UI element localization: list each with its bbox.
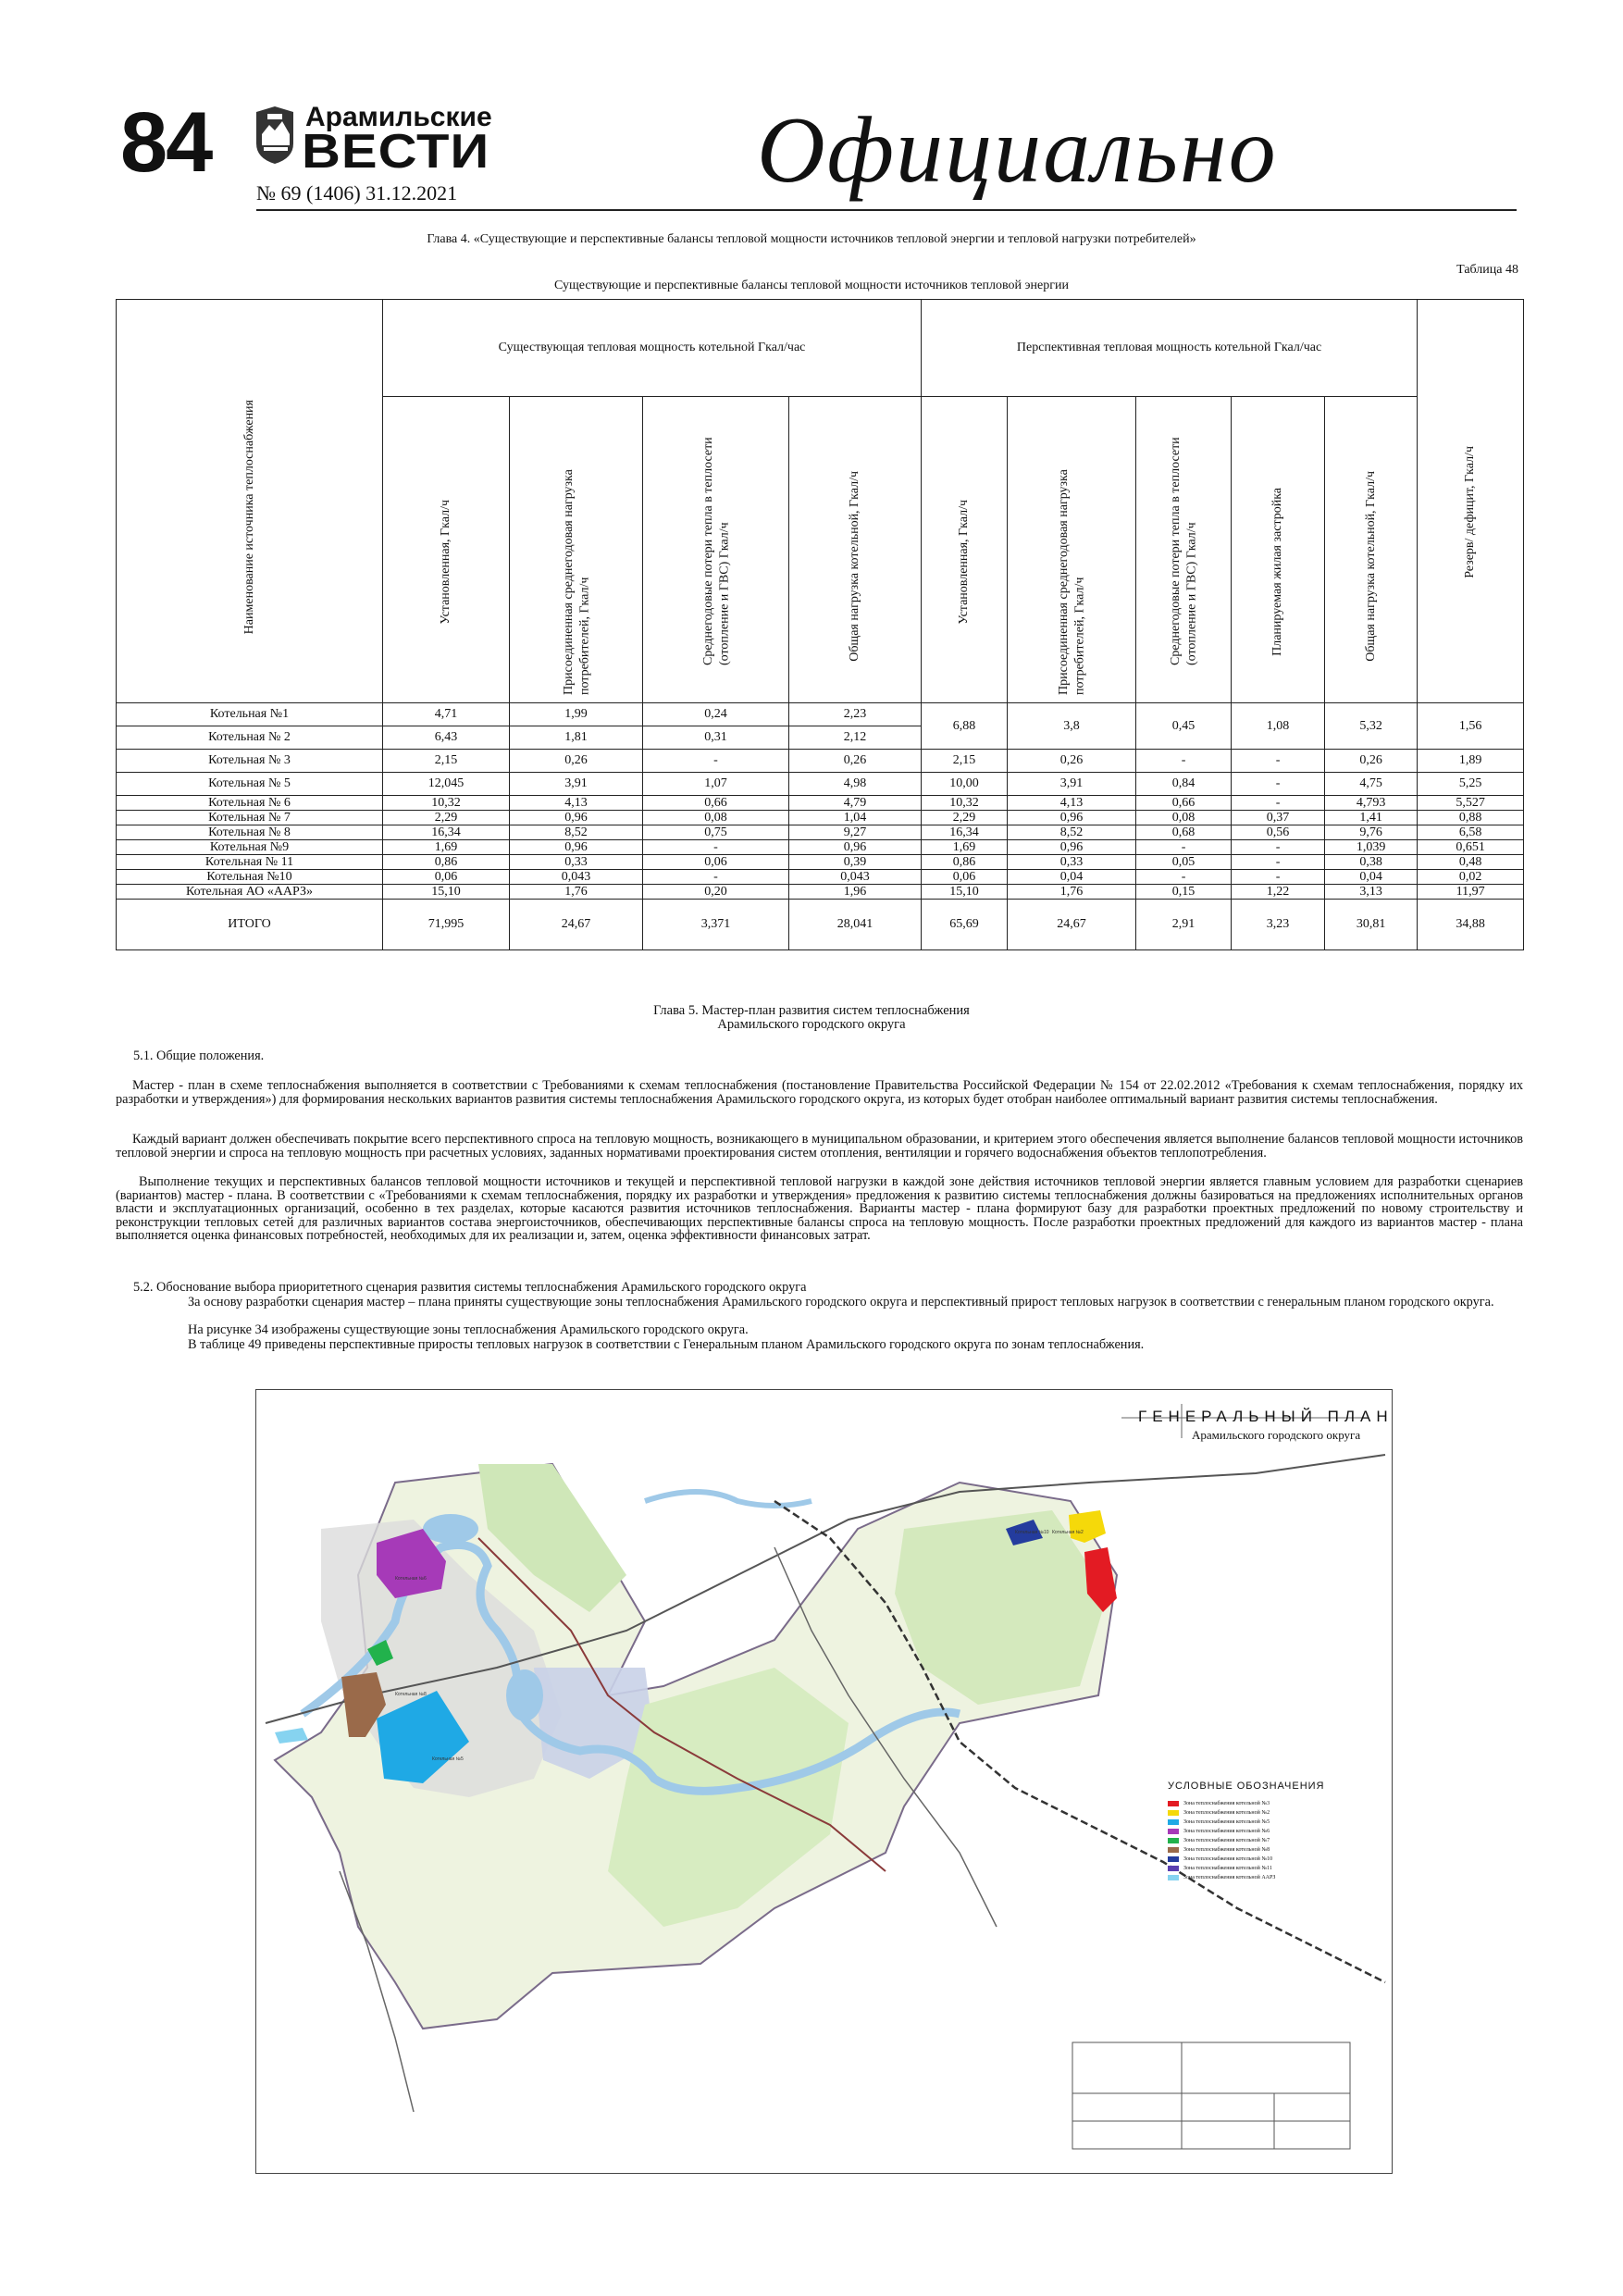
legend-item bbox=[1168, 1836, 1353, 1845]
cell: - bbox=[1232, 855, 1325, 870]
map-legend bbox=[1168, 1799, 1353, 1882]
cell: 0,651 bbox=[1418, 840, 1524, 855]
cell: 4,13 bbox=[510, 796, 643, 811]
cell: 9,27 bbox=[789, 825, 922, 840]
row-name: Котельная № 3 bbox=[117, 750, 383, 773]
header-divider bbox=[256, 209, 1517, 211]
legend-label: Зона теплоснабжения котельной №5 bbox=[1183, 1818, 1270, 1825]
svg-text:Котельная №10: Котельная №10 bbox=[1015, 1530, 1049, 1535]
legend-item bbox=[1168, 1818, 1353, 1827]
legend-label: Зона теплоснабжения котельной №2 bbox=[1183, 1809, 1270, 1816]
legend-label: Зона теплоснабжения котельной №11 bbox=[1183, 1865, 1272, 1871]
col-header-losses2: Среднегодовые потери тепла в теплосети (отопление и ГВС) Гкал/ч bbox=[1136, 397, 1232, 703]
legend-label: Зона теплоснабжения котельной №6 bbox=[1183, 1828, 1270, 1834]
cell: - bbox=[643, 870, 789, 885]
total-cell: 2,91 bbox=[1136, 900, 1232, 950]
cell: 0,08 bbox=[643, 811, 789, 825]
cell: 12,045 bbox=[383, 773, 510, 796]
legend-swatch bbox=[1168, 1856, 1179, 1862]
cell: 4,79 bbox=[789, 796, 922, 811]
legend-swatch bbox=[1168, 1829, 1179, 1834]
chapter4-caption: Глава 4. «Существующие и перспективные балансы тепловой мощности источников тепловой энергии и тепловой нагрузки потребителей» bbox=[427, 232, 1196, 246]
cell: - bbox=[1232, 870, 1325, 885]
cell: 4,71 bbox=[383, 703, 510, 726]
cell: 0,37 bbox=[1232, 811, 1325, 825]
cell: 0,26 bbox=[510, 750, 643, 773]
cell: 0,043 bbox=[789, 870, 922, 885]
svg-text:Котельная №8: Котельная №8 bbox=[395, 1692, 427, 1697]
cell: 10,32 bbox=[922, 796, 1008, 811]
col-header-installed2: Установленная, Гкал/ч bbox=[922, 397, 1008, 703]
map-subtitle: Арамильского городского округа bbox=[1192, 1428, 1361, 1442]
cell: 4,75 bbox=[1325, 773, 1418, 796]
cell: 0,33 bbox=[510, 855, 643, 870]
cell: 1,96 bbox=[789, 885, 922, 900]
merged-cell: 0,45 bbox=[1136, 703, 1232, 750]
cell: 2,29 bbox=[922, 811, 1008, 825]
cell: 1,22 bbox=[1232, 885, 1325, 900]
cell: 2,15 bbox=[922, 750, 1008, 773]
cell: 4,793 bbox=[1325, 796, 1418, 811]
cell: 2,23 bbox=[789, 703, 922, 726]
cell: 0,06 bbox=[383, 870, 510, 885]
total-cell: 65,69 bbox=[922, 900, 1008, 950]
svg-text:Котельная №5: Котельная №5 bbox=[432, 1756, 464, 1762]
row-name: Котельная № 5 bbox=[117, 773, 383, 796]
cell: 0,38 bbox=[1325, 855, 1418, 870]
cell: 2,15 bbox=[383, 750, 510, 773]
cell: 0,043 bbox=[510, 870, 643, 885]
legend-label: Зона теплоснабжения котельной №3 bbox=[1183, 1800, 1270, 1806]
legend-title: УСЛОВНЫЕ ОБОЗНАЧЕНИЯ bbox=[1168, 1781, 1325, 1792]
col-header-reserve: Резерв/ дефицит, Гкал/ч bbox=[1418, 300, 1524, 703]
logo-title-main: ВЕСТИ bbox=[302, 124, 490, 179]
legend-item bbox=[1168, 1873, 1353, 1882]
chapter5-title-line1: Глава 5. Мастер-план развития систем теплоснабжения bbox=[653, 1003, 970, 1018]
legend-swatch bbox=[1168, 1819, 1179, 1825]
cell: - bbox=[1136, 750, 1232, 773]
section-title: Официально bbox=[757, 98, 1278, 203]
cell: 0,96 bbox=[1008, 811, 1136, 825]
cell: 0,86 bbox=[922, 855, 1008, 870]
cell: 0,84 bbox=[1136, 773, 1232, 796]
total-cell: 24,67 bbox=[510, 900, 643, 950]
cell: 6,58 bbox=[1418, 825, 1524, 840]
total-cell: 28,041 bbox=[789, 900, 922, 950]
legend-label: Зона теплоснабжения котельной ААРЗ bbox=[1183, 1874, 1276, 1880]
merged-cell: 3,8 bbox=[1008, 703, 1136, 750]
cell: 0,26 bbox=[1008, 750, 1136, 773]
total-cell: 30,81 bbox=[1325, 900, 1418, 950]
cell: 0,26 bbox=[1325, 750, 1418, 773]
issue-info: № 69 (1406) 31.12.2021 bbox=[256, 181, 458, 205]
cell: 1,76 bbox=[510, 885, 643, 900]
cell: 1,04 bbox=[789, 811, 922, 825]
cell: 15,10 bbox=[383, 885, 510, 900]
cell: 0,66 bbox=[1136, 796, 1232, 811]
cell: 0,08 bbox=[1136, 811, 1232, 825]
cell: 1,69 bbox=[383, 840, 510, 855]
paragraph-1: Мастер - план в схеме теплоснабжения выполняется в соответствии с Требованиями к схемам теплоснабжения (постановление Правительства Российской Федерации № 154 от 22.02.2012 «Требования к схемам теплоснабжения, порядку их разработки и утверждения») для формирования нескольких вариантов развития системы теплоснабжения Арамильского городского округа, из которых будет отобран наиболее оптимальный вариант развития системы теплоснабжения. bbox=[116, 1078, 1523, 1107]
paragraph-5: На рисунке 34 изображены существующие зоны теплоснабжения Арамильского городского округа. bbox=[188, 1322, 749, 1337]
svg-text:Котельная №6: Котельная №6 bbox=[395, 1576, 427, 1582]
cell: 2,12 bbox=[789, 726, 922, 750]
total-cell: 71,995 bbox=[383, 900, 510, 950]
table-total-row bbox=[117, 900, 1524, 950]
chapter5-title-line2: Арамильского городского округа bbox=[717, 1017, 906, 1032]
merged-cell: 1,08 bbox=[1232, 703, 1325, 750]
cell: 5,25 bbox=[1418, 773, 1524, 796]
row-name: Котельная №1 bbox=[117, 703, 383, 726]
cell: - bbox=[1136, 840, 1232, 855]
legend-item bbox=[1168, 1808, 1353, 1818]
table-row bbox=[117, 825, 1524, 840]
cell: 0,96 bbox=[789, 840, 922, 855]
row-name: Котельная АО «ААРЗ» bbox=[117, 885, 383, 900]
col-header-load: Присоединенная среднегодовая нагрузка потребителей, Гкал/ч bbox=[510, 397, 643, 703]
cell: - bbox=[1136, 870, 1232, 885]
cell: 0,66 bbox=[643, 796, 789, 811]
paragraph-2: Каждый вариант должен обеспечивать покрытие всего перспективного спроса на тепловую мощность, возникающего в муниципальном образовании, и критерием этого обеспечения является выполнение балансов тепловой мощности источников тепловой энергии и спроса на тепловую мощность при расчетных условиях, заданных нормативами проектирования систем отопления, вентиляции и горячего водоснабжения объектов теплопотребления. bbox=[116, 1132, 1523, 1160]
merged-cell: 5,32 bbox=[1325, 703, 1418, 750]
cell: 3,91 bbox=[1008, 773, 1136, 796]
legend-swatch bbox=[1168, 1810, 1179, 1816]
cell: 0,48 bbox=[1418, 855, 1524, 870]
map-title: ГЕНЕРАЛЬНЫЙ ПЛАН bbox=[1138, 1408, 1394, 1425]
cell: 0,39 bbox=[789, 855, 922, 870]
cell: - bbox=[1232, 840, 1325, 855]
cell: 16,34 bbox=[383, 825, 510, 840]
total-cell: 24,67 bbox=[1008, 900, 1136, 950]
cell: - bbox=[1232, 796, 1325, 811]
legend-label: Зона теплоснабжения котельной №7 bbox=[1183, 1837, 1270, 1843]
cell: 0,86 bbox=[383, 855, 510, 870]
cell: - bbox=[1232, 750, 1325, 773]
cell: 4,98 bbox=[789, 773, 922, 796]
table-row bbox=[117, 840, 1524, 855]
table-body bbox=[117, 703, 1524, 950]
cell: 8,52 bbox=[1008, 825, 1136, 840]
table-row bbox=[117, 750, 1524, 773]
row-name: Котельная № 7 bbox=[117, 811, 383, 825]
legend-label: Зона теплоснабжения котельной №8 bbox=[1183, 1846, 1270, 1853]
legend-item bbox=[1168, 1845, 1353, 1855]
col-header-total2: Общая нагрузка котельной, Гкал/ч bbox=[1325, 397, 1418, 703]
cell: 10,32 bbox=[383, 796, 510, 811]
cell: 0,04 bbox=[1008, 870, 1136, 885]
cell: 10,00 bbox=[922, 773, 1008, 796]
cell: 0,24 bbox=[643, 703, 789, 726]
col-header-installed: Установленная, Гкал/ч bbox=[383, 397, 510, 703]
paragraph-3: Выполнение текущих и перспективных балансов тепловой мощности источников и текущей и перспективной тепловой нагрузки в каждой зоне действия источников тепловой энергии является главным условием для разработки сценариев (вариантов) мастер - плана. В соответствии с «Требованиями к схемам теплоснабжения, порядку их разработки и утверждения» предложения к развитию системы теплоснабжения должны базироваться на предложениях исполнительных органов власти и эксплуатационных организаций, особенно в тех разделах, которые касаются развития источников теплоснабжения. Варианты мастер - плана формируют базу для разработки проектных предложений по новому строительству и реконструкции тепловых сетей для различных вариантов состава энергоисточников, обеспечивающих перспективные балансы спроса на тепловую мощность. После разработки проектных предложений для каждого из вариантов мастер - плана выполняется оценка финансовых потребностей, необходимых для их реализации и, затем, оценка эффективности финансовых затрат. bbox=[116, 1174, 1523, 1244]
logo-title-top: Арамильские bbox=[305, 102, 492, 132]
cell: 3,91 bbox=[510, 773, 643, 796]
cell: 8,52 bbox=[510, 825, 643, 840]
col-header-planned: Планируемая жилая застройка bbox=[1232, 397, 1325, 703]
cell: 0,96 bbox=[510, 840, 643, 855]
total-cell: 3,371 bbox=[643, 900, 789, 950]
section-5-2-heading: 5.2. Обоснование выбора приоритетного сценария развития системы теплоснабжения Арамильского городского округа bbox=[133, 1280, 807, 1295]
merged-cell: 1,56 bbox=[1418, 703, 1524, 750]
row-name: Котельная № 2 bbox=[117, 726, 383, 750]
legend-swatch bbox=[1168, 1838, 1179, 1843]
cell: 1,99 bbox=[510, 703, 643, 726]
cell: 0,31 bbox=[643, 726, 789, 750]
cell: 0,06 bbox=[643, 855, 789, 870]
cell: 0,26 bbox=[789, 750, 922, 773]
table-row bbox=[117, 773, 1524, 796]
row-name: Котельная № 11 bbox=[117, 855, 383, 870]
balance-table bbox=[116, 299, 1524, 950]
cell: 3,13 bbox=[1325, 885, 1418, 900]
col-header-losses: Среднегодовые потери тепла в теплосети (отопление и ГВС) Гкал/ч bbox=[643, 397, 789, 703]
row-name: Котельная № 8 bbox=[117, 825, 383, 840]
cell: 16,34 bbox=[922, 825, 1008, 840]
total-cell: 3,23 bbox=[1232, 900, 1325, 950]
cell: 0,04 bbox=[1325, 870, 1418, 885]
cell: 0,96 bbox=[510, 811, 643, 825]
cell: - bbox=[643, 750, 789, 773]
legend-item bbox=[1168, 1855, 1353, 1864]
col-header-total: Общая нагрузка котельной, Гкал/ч bbox=[789, 397, 922, 703]
legend-item bbox=[1168, 1827, 1353, 1836]
cell: 6,43 bbox=[383, 726, 510, 750]
cell: 1,69 bbox=[922, 840, 1008, 855]
cell: 1,41 bbox=[1325, 811, 1418, 825]
table-row bbox=[117, 811, 1524, 825]
cell: 9,76 bbox=[1325, 825, 1418, 840]
cell: 2,29 bbox=[383, 811, 510, 825]
svg-text:Котельная №2: Котельная №2 bbox=[1052, 1530, 1084, 1535]
cell: 0,15 bbox=[1136, 885, 1232, 900]
legend-swatch bbox=[1168, 1875, 1179, 1880]
col-header-name: Наименование источника теплоснабжения bbox=[117, 300, 383, 703]
table-number: Таблица 48 bbox=[1456, 263, 1518, 277]
group-future-header: Перспективная тепловая мощность котельной Гкал/час bbox=[922, 300, 1418, 397]
cell: 0,75 bbox=[643, 825, 789, 840]
paragraph-6: В таблице 49 приведены перспективные приросты тепловых нагрузок в соответствии с Генеральным планом Арамильского городского округа по зонам теплоснабжения. bbox=[188, 1337, 1145, 1352]
cell: 1,81 bbox=[510, 726, 643, 750]
legend-item bbox=[1168, 1864, 1353, 1873]
cell: 0,20 bbox=[643, 885, 789, 900]
table-title: Существующие и перспективные балансы тепловой мощности источников тепловой энергии bbox=[554, 279, 1069, 292]
cell: 5,527 bbox=[1418, 796, 1524, 811]
cell: 0,02 bbox=[1418, 870, 1524, 885]
newspaper-logo-icon bbox=[254, 106, 295, 164]
cell: 0,68 bbox=[1136, 825, 1232, 840]
legend-label: Зона теплоснабжения котельной №10 bbox=[1183, 1855, 1273, 1862]
cell: 0,96 bbox=[1008, 840, 1136, 855]
cell: 0,06 bbox=[922, 870, 1008, 885]
cell: 0,56 bbox=[1232, 825, 1325, 840]
cell: 0,33 bbox=[1008, 855, 1136, 870]
group-existing-header: Существующая тепловая мощность котельной Гкал/час bbox=[383, 300, 922, 397]
row-name: Котельная № 6 bbox=[117, 796, 383, 811]
cell: 1,76 bbox=[1008, 885, 1136, 900]
total-cell: 34,88 bbox=[1418, 900, 1524, 950]
legend-swatch bbox=[1168, 1801, 1179, 1806]
col-header-load2: Присоединенная среднегодовая нагрузка потребителей, Гкал/ч bbox=[1008, 397, 1136, 703]
table-row bbox=[117, 870, 1524, 885]
total-label: ИТОГО bbox=[117, 900, 383, 950]
section-5-1-heading: 5.1. Общие положения. bbox=[133, 1049, 265, 1063]
cell: - bbox=[643, 840, 789, 855]
cell: 15,10 bbox=[922, 885, 1008, 900]
table-row bbox=[117, 796, 1524, 811]
chapter5-title bbox=[0, 1004, 1623, 1032]
table-row bbox=[117, 885, 1524, 900]
cell: 0,88 bbox=[1418, 811, 1524, 825]
cell: 4,13 bbox=[1008, 796, 1136, 811]
cell: 11,97 bbox=[1418, 885, 1524, 900]
table-row bbox=[117, 703, 1524, 726]
cell: 1,89 bbox=[1418, 750, 1524, 773]
merged-cell: 6,88 bbox=[922, 703, 1008, 750]
row-name: Котельная №10 bbox=[117, 870, 383, 885]
legend-swatch bbox=[1168, 1847, 1179, 1853]
row-name: Котельная №9 bbox=[117, 840, 383, 855]
cell: 1,039 bbox=[1325, 840, 1418, 855]
cell: 0,05 bbox=[1136, 855, 1232, 870]
table-row bbox=[117, 855, 1524, 870]
legend-swatch bbox=[1168, 1866, 1179, 1871]
page-number: 84 bbox=[120, 95, 212, 190]
cell: 1,07 bbox=[643, 773, 789, 796]
cell: - bbox=[1232, 773, 1325, 796]
paragraph-4: За основу разработки сценария мастер – плана приняты существующие зоны теплоснабжения Арамильского городского округа и перспективный прирост тепловых нагрузок в соответствии с генеральным планом городского округа. bbox=[188, 1295, 1494, 1309]
legend-item bbox=[1168, 1799, 1353, 1808]
